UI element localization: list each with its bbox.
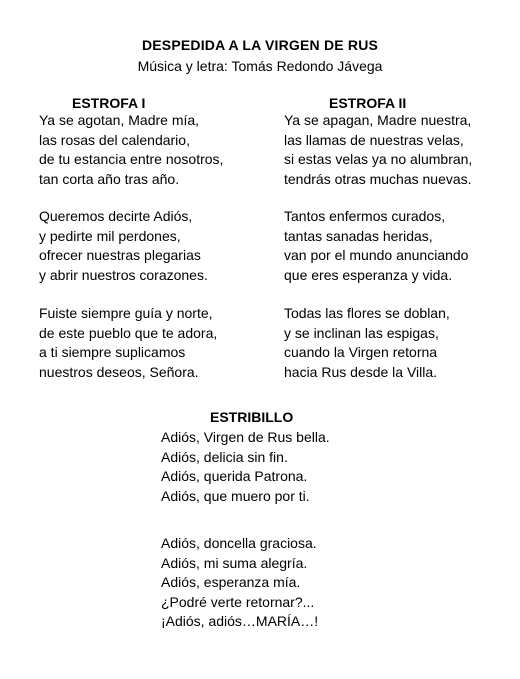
verse-line: Fuiste siempre guía y norte, — [39, 305, 213, 321]
page-title: DESPEDIDA A LA VIRGEN DE RUS — [141, 37, 379, 53]
verse-line: ¿Podré verte retornar?... — [161, 593, 315, 610]
verse-line: ¡Adiós, adiós…MARÍA…! — [161, 613, 319, 629]
verse-line: tan corta año tras año. — [39, 170, 180, 187]
verse-line: y se inclinan las espigas, — [284, 324, 439, 341]
verse-line: de este pueblo que te adora, — [39, 324, 218, 341]
estrofa-2-heading: ESTROFA II — [329, 95, 407, 111]
estribillo-heading: ESTRIBILLO — [210, 409, 294, 425]
verse-line: Adiós, querida Patrona. — [161, 468, 308, 484]
verse-line: hacia Rus desde la Villa. — [284, 363, 438, 380]
verse-line: las llamas de nuestras velas, — [284, 131, 464, 148]
verse-line: y pedirte mil perdones, — [39, 227, 181, 244]
estrofa-2-stanza-1 — [284, 111, 472, 189]
verse-line: si estas velas ya no alumbran, — [284, 151, 473, 167]
verse-line: Todas las flores se doblan, — [284, 305, 450, 321]
verse-line: Ya se agotan, Madre mía, — [39, 112, 200, 128]
verse-line: Ya se apagan, Madre nuestra, — [284, 112, 472, 128]
verse-line: van por el mundo anunciando — [284, 247, 469, 263]
verse-line: de tu estancia entre nosotros, — [39, 151, 224, 167]
verse-line: tantas sanadas heridas, — [284, 227, 433, 244]
verse-line: ofrecer nuestras plegarias — [39, 247, 201, 263]
estrofa-1-heading: ESTROFA I — [72, 95, 146, 111]
verse-line: Tantos enfermos curados, — [284, 208, 446, 224]
estribillo-stanza-1 — [161, 428, 330, 506]
verse-line: Adiós, Virgen de Rus bella. — [161, 429, 330, 445]
verse-line: Adiós, delicia sin fin. — [161, 448, 288, 465]
estrofa-2-stanza-3 — [284, 304, 450, 382]
verse-line: que eres esperanza y vida. — [284, 266, 453, 283]
verse-line: Adiós, esperanza mía. — [161, 574, 301, 590]
estribillo-stanza-2 — [161, 534, 318, 632]
verse-line: Queremos decirte Adiós, — [39, 208, 193, 224]
verse-line: Adiós, doncella graciosa. — [161, 535, 317, 551]
verse-line: y abrir nuestros corazones. — [39, 266, 208, 283]
verse-line: cuando la Virgen retorna — [284, 344, 438, 360]
verse-line: tendrás otras muchas nuevas. — [284, 170, 472, 187]
verse-line: nuestros deseos, Señora. — [39, 363, 199, 380]
estrofa-1-stanza-2 — [39, 207, 208, 285]
estrofa-2-stanza-2 — [284, 207, 468, 285]
verse-line: a ti siempre suplicamos — [39, 344, 186, 360]
verse-line: Adiós, mi suma alegría. — [161, 554, 308, 571]
estrofa-1-stanza-1 — [39, 111, 223, 189]
estrofa-1-stanza-3 — [39, 304, 217, 382]
verse-line: Adiós, que muero por ti. — [161, 487, 310, 504]
page-subtitle: Música y letra: Tomás Redondo Jávega — [137, 58, 383, 74]
verse-line: las rosas del calendario, — [39, 131, 190, 148]
